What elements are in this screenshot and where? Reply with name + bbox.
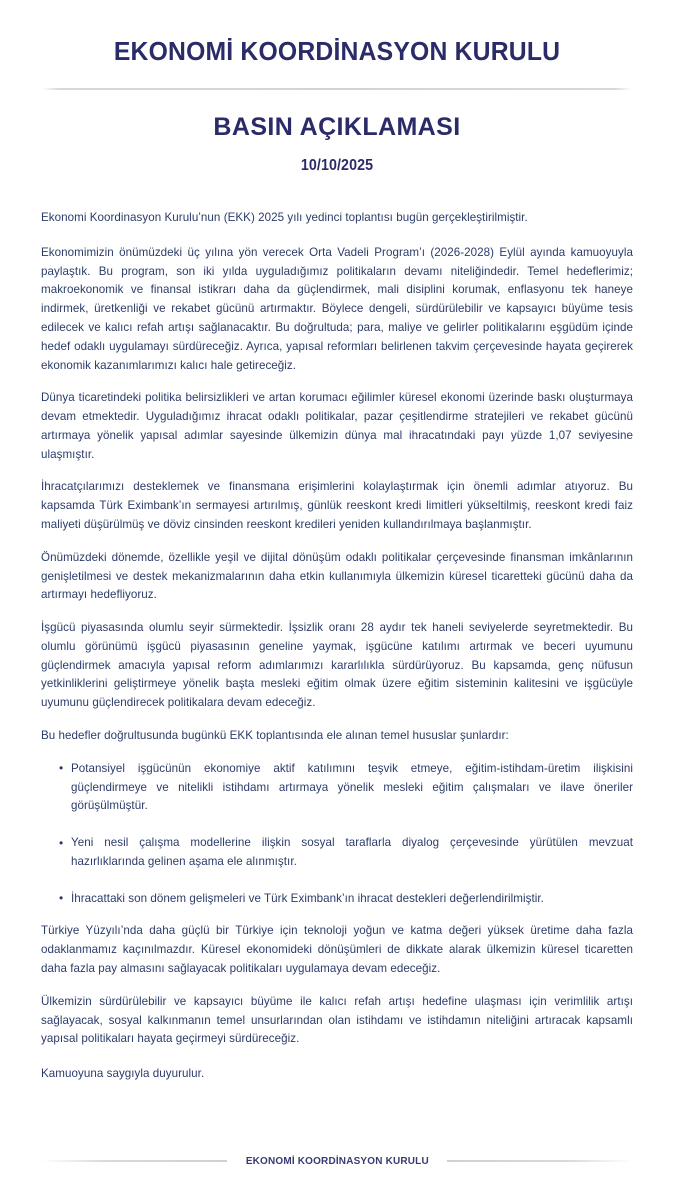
paragraph: Önümüzdeki dönemde, özellikle yeşil ve dijital dönüşüm odaklı politikalar çerçevesinde finansman imkânlarının genişletilmesi ve destek mekanizmalarının daha etkin kullanımıyla ülkemizin küresel ticaretteki gücünü daha da artırmayı hedefliyoruz. <box>41 550 633 602</box>
document-date: 10/10/2025 <box>300 157 374 175</box>
document-body <box>41 175 633 1084</box>
header-divider <box>42 88 632 90</box>
bullets-intro: Bu hedefler doğrultusunda bugünkü EKK toplantısında ele alınan temel hususlar şunlardır: <box>41 729 509 743</box>
list-item: • Potansiyel işgücünün ekonomiye aktif katılımını teşvik etmeye, eğitim-istihdam-üretim ilişkisini güçlendirmeye ve nitelikli istihdamı artırmaya yönelik mesleki eğitim çalışmaları ve ilave öneriler görüşülmüştür. <box>59 760 633 816</box>
lead-paragraph: Ekonomi Koordinasyon Kurulu’nun (EKK) 2025 yılı yedinci toplantısı bugün gerçekleştirilmiştir. <box>41 211 528 225</box>
page-title: BASIN AÇIKLAMASI <box>213 113 461 142</box>
organization-title: EKONOMİ KOORDİNASYON KURULU <box>113 38 561 66</box>
signoff-text: Kamuoyuna saygıyla duyurulur. <box>41 1067 205 1081</box>
footer-organization-title: EKONOMİ KOORDİNASYON KURULU <box>245 1155 429 1167</box>
footer-divider-right <box>447 1160 632 1162</box>
paragraph: Ekonomimizin önümüzdeki üç yılına yön verecek Orta Vadeli Program’ı (2026-2028) Eylül ayında kamuoyuyla paylaştık. Bu program, son iki yılda uyguladığımız politikaların devamı niteliğindedir. Temel hedeflerimiz; makroekonomik ve finansal istikrarı daha da güçlendirmek, mali disiplini korumak, enflasyonu tek haneye indirmek, üretkenliği ve rekabet gücünü artırmaktır. Böylece dengeli, sürdürülebilir ve kapsayıcı büyüme tesis edilecek ve kalıcı refah artışı sağlanacaktır. Bu doğrultuda; para, maliye ve gelirler politikalarını eşgüdüm içinde hedef odaklı uygulamayı sürdüreceğiz. Ayrıca, yapısal reformları belirlenen takvim çerçevesinde hayata geçirerek ekonomik kazanımlarımızı kalıcı hale getireceğiz. <box>41 245 633 372</box>
list-item: • İhracattaki son dönem gelişmeleri ve Türk Eximbank’ın ihracat destekleri değerlendirilmiştir. <box>59 890 633 909</box>
list-item: • Yeni nesil çalışma modellerine ilişkin sosyal taraflarla diyalog çerçevesinde yürütülen mevzuat hazırlıklarında gelinen aşama ele alınmıştır. <box>59 834 633 872</box>
document-footer <box>0 1155 674 1167</box>
footer-divider-left <box>42 1160 227 1162</box>
paragraph: Dünya ticaretindeki politika belirsizlikleri ve artan korumacı eğilimler küresel ekonomi üzerinde baskı oluşturmaya devam etmektedir. Uyguladığımız ihracat odaklı politikalar, pazar çeşitlendirme stratejileri ve rekabet gücünü artırmaya yönelik yapısal adımlar sayesinde ülkemizin dünya mal ihracatındaki payı yüzde 1,07 seviyesine ulaşmıştır. <box>41 391 633 461</box>
agenda-list <box>41 760 633 909</box>
paragraph: İhracatçılarımızı desteklemek ve finansmana erişimlerini kolaylaştırmak için önemli adımlar atıyoruz. Bu kapsamda Türk Eximbank’ın sermayesi artırılmış, günlük reeskont kredi limitleri yükseltilmiş, reeskont kredi faiz maliyeti düşürülmüş ve döviz cinsinden reeskont kredileri yeniden kullandırılmaya başlanmıştır. <box>41 480 633 531</box>
document-header <box>0 0 674 175</box>
paragraph: İşgücü piyasasında olumlu seyir sürmektedir. İşsizlik oranı 28 aydır tek haneli seviyelerde seyretmektedir. Bu olumlu görünümü işgücü piyasasının geneline yaymak, işgücüne katılımı artırmak ve beceri uyumunu güçlendirmek amacıyla yapısal reform adımlarımızı kararlılıkla sürdürüyoruz. Bu kapsamda, genç nüfusun yetkinliklerini geliştirmeye yönelik başta mesleki eğitim olmak üzere eğitim sisteminin kalitesini ve işgücüyle uyumunu güçlendirecek politikalara devam edeceğiz. <box>41 621 633 710</box>
paragraph: Türkiye Yüzyılı’nda daha güçlü bir Türkiye için teknoloji yoğun ve katma değeri yüksek üretime daha fazla odaklanmamız kaçınılmazdır. Küresel ekonomideki dönüşümleri de dikkate alarak ülkemizin küresel ticaretten daha fazla pay almasını sağlayacak politikaları uygulamaya devam edeceğiz. <box>41 924 633 976</box>
paragraph: Ülkemizin sürdürülebilir ve kapsayıcı büyüme ile kalıcı refah artışı hedefine ulaşması için verimlilik artışı sağlayacak, sosyal kalkınmanın temel unsurlarından olan istihdamı ve istihdamın niteliğini artıracak kapsamlı yapısal politikaları hayata geçirmeyi sürdüreceğiz. <box>41 994 633 1046</box>
